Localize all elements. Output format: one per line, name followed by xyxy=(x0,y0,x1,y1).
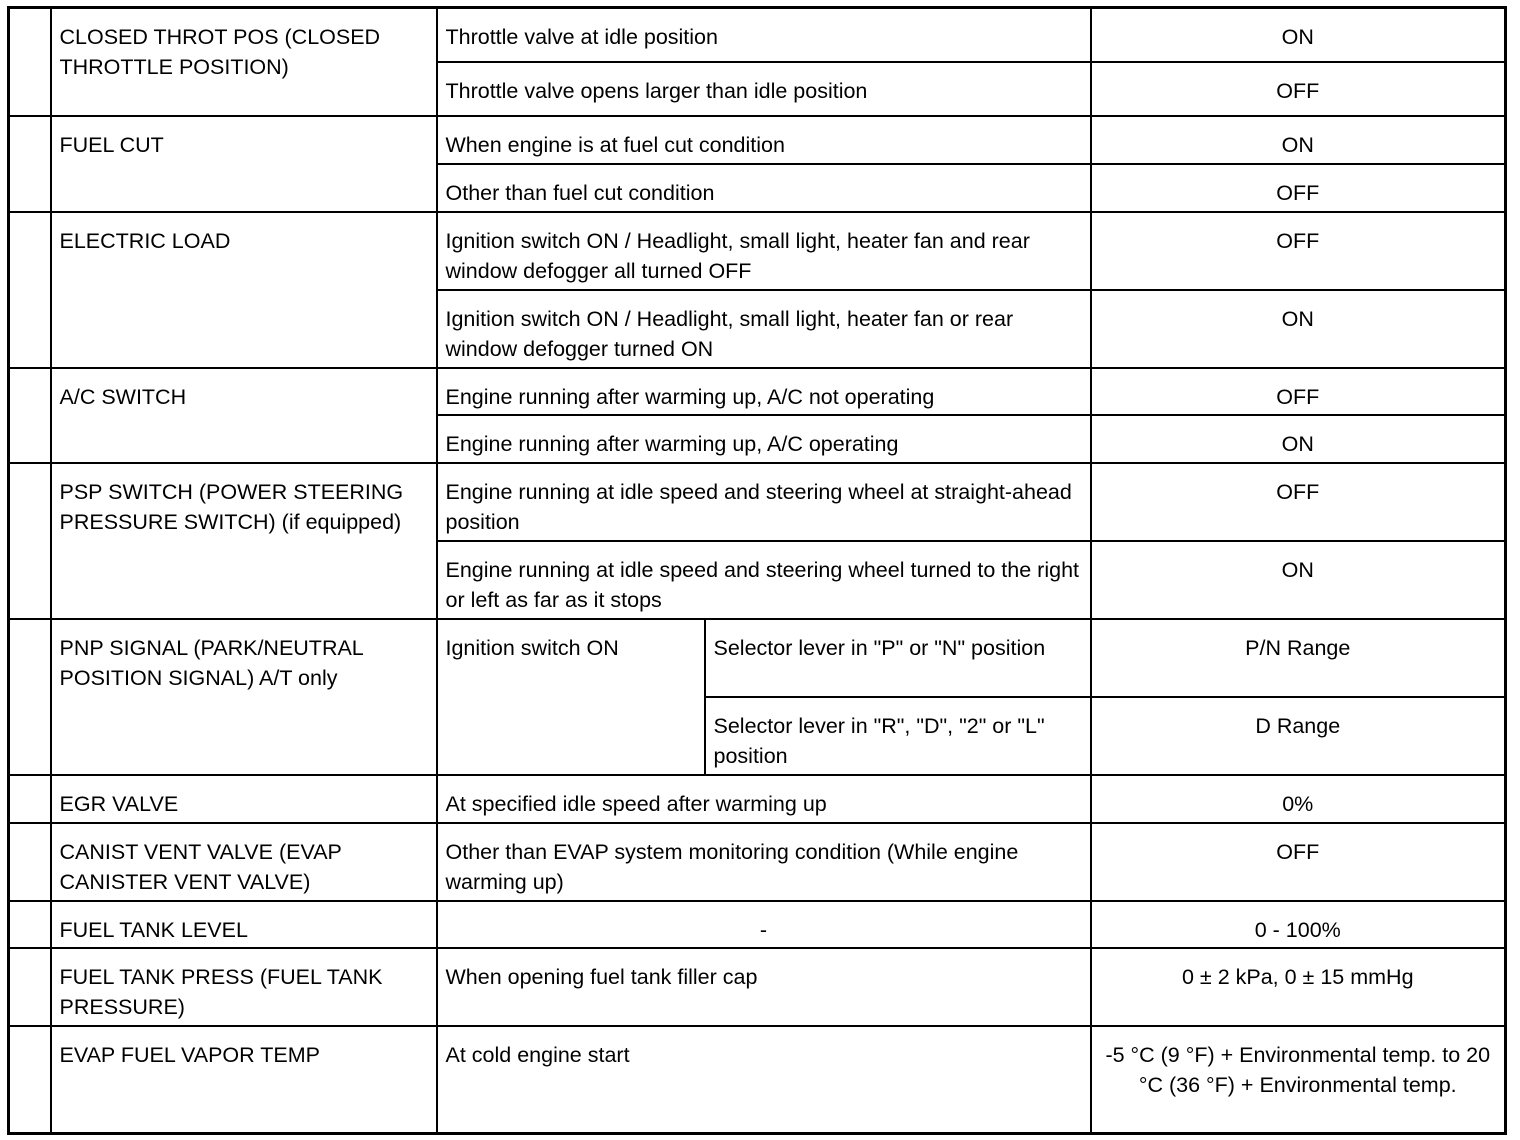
value-cell: OFF xyxy=(1091,823,1506,901)
condition-cell: Engine running after warming up, A/C not operating xyxy=(437,368,1091,415)
condition-cell: At cold engine start xyxy=(437,1026,1091,1134)
sub-condition-cell: Selector lever in "R", "D", "2" or "L" position xyxy=(705,697,1091,775)
value-cell: 0 - 100% xyxy=(1091,901,1506,948)
condition-cell: Other than EVAP system monitoring condition (While engine warming up) xyxy=(437,823,1091,901)
index-cell xyxy=(9,948,51,1026)
value-cell: D Range xyxy=(1091,697,1506,775)
table-row xyxy=(9,948,1506,1026)
table-row xyxy=(9,368,1506,415)
index-cell xyxy=(9,775,51,823)
value-cell: -5 °C (9 °F) + Environmental temp. to 20 °C (36 °F) + Environmental temp. xyxy=(1091,1026,1506,1134)
condition-cell: Ignition switch ON / Headlight, small light, heater fan and rear window defogger all turned OFF xyxy=(437,212,1091,290)
value-cell: ON xyxy=(1091,116,1506,164)
index-cell xyxy=(9,8,51,116)
condition-cell: When engine is at fuel cut condition xyxy=(437,116,1091,164)
index-cell xyxy=(9,368,51,463)
item-name: A/C SWITCH xyxy=(51,368,437,463)
value-cell: ON xyxy=(1091,541,1506,619)
value-cell: 0% xyxy=(1091,775,1506,823)
monitor-item-spec-table xyxy=(7,6,1507,1135)
value-cell: ON xyxy=(1091,8,1506,62)
sub-condition-cell: Selector lever in "P" or "N" position xyxy=(705,619,1091,697)
item-name: FUEL CUT xyxy=(51,116,437,212)
index-cell xyxy=(9,901,51,948)
item-name: FUEL TANK LEVEL xyxy=(51,901,437,948)
condition-cell: At specified idle speed after warming up xyxy=(437,775,1091,823)
condition-cell: Other than fuel cut condition xyxy=(437,164,1091,212)
condition-cell: Engine running at idle speed and steering wheel at straight-ahead position xyxy=(437,463,1091,541)
table-row xyxy=(9,619,1506,697)
value-cell: 0 ± 2 kPa, 0 ± 15 mmHg xyxy=(1091,948,1506,1026)
table-row xyxy=(9,116,1506,164)
condition-cell: Throttle valve at idle position xyxy=(437,8,1091,62)
index-cell xyxy=(9,823,51,901)
table-row xyxy=(9,212,1506,290)
value-cell: OFF xyxy=(1091,62,1506,116)
item-name: ELECTRIC LOAD xyxy=(51,212,437,368)
item-name: FUEL TANK PRESS (FUEL TANK PRESSURE) xyxy=(51,948,437,1026)
value-cell: OFF xyxy=(1091,463,1506,541)
item-name: EVAP FUEL VAPOR TEMP xyxy=(51,1026,437,1134)
table-row xyxy=(9,823,1506,901)
value-cell: ON xyxy=(1091,290,1506,368)
index-cell xyxy=(9,116,51,212)
condition-cell: Engine running at idle speed and steering wheel turned to the right or left as far as it stops xyxy=(437,541,1091,619)
index-cell xyxy=(9,1026,51,1134)
item-name: CLOSED THROT POS (CLOSED THROTTLE POSITION) xyxy=(51,8,437,116)
item-name: PSP SWITCH (POWER STEERING PRESSURE SWITCH) (if equipped) xyxy=(51,463,437,619)
value-cell: P/N Range xyxy=(1091,619,1506,697)
condition-cell: When opening fuel tank filler cap xyxy=(437,948,1091,1026)
condition-cell: - xyxy=(437,901,1091,948)
item-name: EGR VALVE xyxy=(51,775,437,823)
condition-cell: Ignition switch ON / Headlight, small light, heater fan or rear window defogger turned ON xyxy=(437,290,1091,368)
item-name: PNP SIGNAL (PARK/NEUTRAL POSITION SIGNAL) A/T only xyxy=(51,619,437,775)
index-cell xyxy=(9,463,51,619)
index-cell xyxy=(9,619,51,775)
table-row xyxy=(9,8,1506,62)
table-row xyxy=(9,901,1506,948)
value-cell: OFF xyxy=(1091,164,1506,212)
value-cell: ON xyxy=(1091,415,1506,463)
condition-cell: Engine running after warming up, A/C operating xyxy=(437,415,1091,463)
table-row xyxy=(9,463,1506,541)
value-cell: OFF xyxy=(1091,212,1506,290)
value-cell: OFF xyxy=(1091,368,1506,415)
condition-cell: Ignition switch ON xyxy=(437,619,705,775)
item-name: CANIST VENT VALVE (EVAP CANISTER VENT VALVE) xyxy=(51,823,437,901)
table-row xyxy=(9,1026,1506,1134)
table-row xyxy=(9,775,1506,823)
index-cell xyxy=(9,212,51,368)
condition-cell: Throttle valve opens larger than idle position xyxy=(437,62,1091,116)
